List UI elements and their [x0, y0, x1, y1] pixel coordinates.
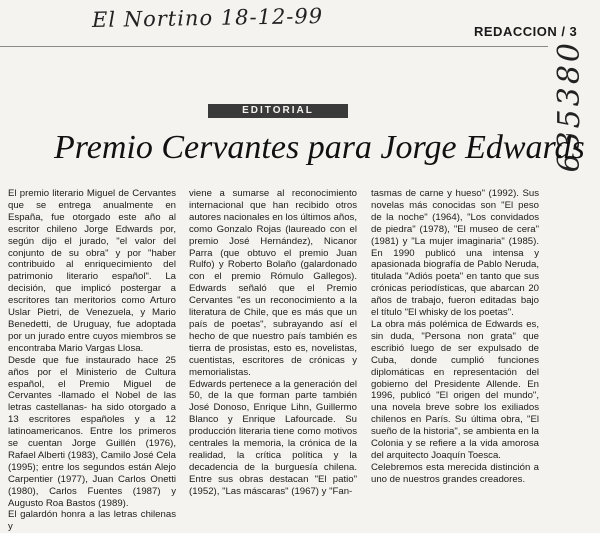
paragraph: viene a sumarse al reconocimiento internacional que han recibido otros autores nacionales en los últimos años, como Gonzalo Rojas (laureado con el premio José Hernández), Nicanor Parra (que obtuvo el premio Juan Rulfo) y Roberto Bolaño (galardonado con el premio Rómulo Gallegos). Edwards señaló que el Premio Cervantes "es un reconocimiento a la literatura de Chile, que es más que un país de poetas", subrayando así el hecho de que nuestro país también es tierra de prosistas, esto es, novelistas, cuentistas, escritores de crónicas y memorialistas. [189, 188, 357, 378]
paragraph: El galardón honra a las letras chilenas y [8, 509, 176, 533]
handwritten-source-note: El Nortino 18-12-99 [91, 3, 324, 33]
header-rule [0, 46, 548, 47]
article-column-2 [189, 188, 357, 518]
paragraph: La obra más polémica de Edwards es, sin duda, "Persona non grata" que escribió luego de ser expulsado de Cuba, donde cumplió funciones diplomáticas en representación del gobierno del Presidente Allende. En 1996, publicó "El origen del mundo", una novela breve sobre los exiliados chilenos en París. Su última obra, "El sueño de la historia", se ambienta en la Colonia y se refiere a la vida amorosa del arquitecto Joaquín Toesca. [371, 318, 539, 461]
section-label: REDACCION / 3 [474, 24, 578, 39]
paragraph: El premio literario Miguel de Cervantes que se entrega anualmente en España, fue otorgado este año al escritor chileno Jorge Edwards por, según dijo el jurado, "el valor del conjunto de su obra" y por "haber contribuido al enriquecimiento del patrimonio literario español". La decisión, que implicó postergar a escritores tan meritorios como Arturo Uslar Pietri, de Venezuela, y Mario Benedetti, de Uruguay, fue adoptada por un jurado entre cuyos miembros se encontraba Mario Vargas Llosa. [8, 188, 176, 354]
paragraph: Edwards pertenece a la generación del 50, de la que forman parte también José Donoso, Enrique Lihn, Guillermo Blanco y Enrique Lafourcade. Su producción literaria tiene como motivos centrales la memoria, la crónica de la realidad, la crítica política y la decadencia de la burguesía chilena. Entre sus obras destacan "El patio" (1952), "Las máscaras" (1967) y "Fan- [189, 378, 357, 497]
article-column-3 [371, 188, 539, 518]
editorial-tag: EDITORIAL [208, 104, 348, 118]
paragraph: Celebremos esta merecida distinción a uno de nuestros grandes creadores. [371, 461, 539, 485]
handwritten-archive-number: 635380 [552, 40, 587, 173]
article-column-1 [8, 188, 176, 533]
paragraph: Desde que fue instaurado hace 25 años por el Ministerio de Cultura español, el Premio Miguel de Cervantes -llamado el Nobel de las letras castellanas- ha sido otorgado a 13 escritores españoles y a 12 latinoamericanos. Entre los primeros se cuentan Jorge Guillén (1976), Rafael Alberti (1983), Camilo José Cela (1995); entre los segundos están Alejo Carpentier (1977), Juan Carlos Onetti (1980), Carlos Fuentes (1987) y Augusto Roa Bastos (1989). [8, 354, 176, 509]
paragraph: tasmas de carne y hueso" (1992). Sus novelas más conocidas son "El peso de la noche" (1964), "Los convidados de piedra" (1978), "El museo de cera" (1981) y "La mujer imaginaria" (1985). En 1990 publicó una intensa y apasionada biografía de Pablo Neruda, titulada "Adiós poeta" en tanto que sus crónicas periodísticas, que abarcan 20 años de trabajo, fueron editadas bajo el título "El whisky de los poetas". [371, 188, 539, 319]
headline: Premio Cervantes para Jorge Edwards [54, 129, 585, 166]
